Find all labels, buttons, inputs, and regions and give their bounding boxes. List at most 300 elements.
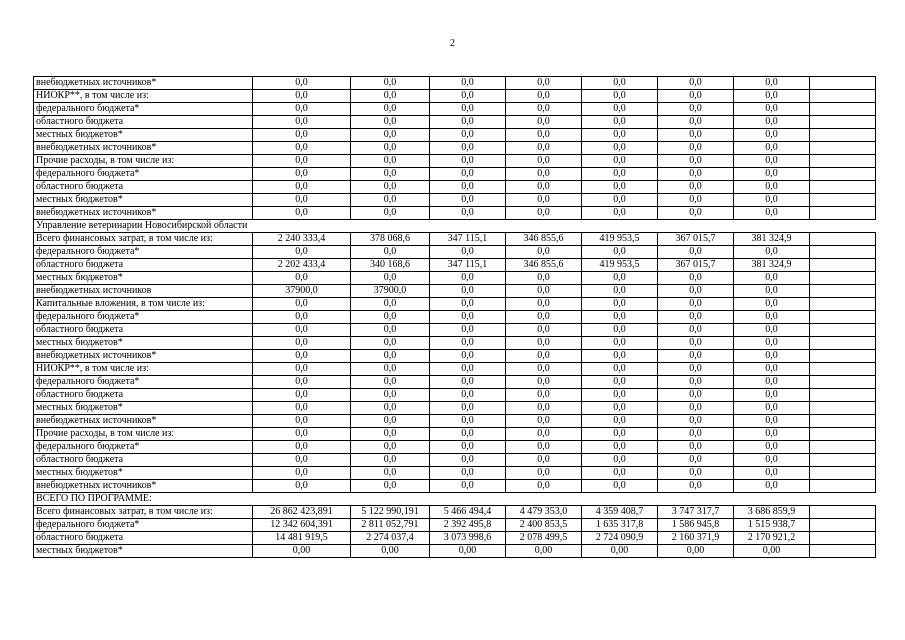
value-cell: 347 115,1	[430, 259, 506, 272]
value-cell: 0,0	[253, 298, 351, 311]
row-label: федерального бюджета*	[34, 376, 253, 389]
table-row	[34, 545, 876, 558]
table-row	[34, 454, 876, 467]
value-cell: 0,0	[658, 350, 734, 363]
value-cell: 0,0	[351, 428, 430, 441]
table-row	[34, 181, 876, 194]
value-cell: 0,0	[734, 142, 810, 155]
value-cell: 0,0	[430, 129, 506, 142]
value-cell: 0,0	[430, 441, 506, 454]
value-cell: 0,0	[253, 90, 351, 103]
value-cell: 0,0	[506, 363, 582, 376]
value-cell: 0,0	[430, 77, 506, 90]
value-cell: 0,0	[582, 415, 658, 428]
value-cell: 2 724 090,9	[582, 532, 658, 545]
row-label: областного бюджета	[34, 259, 253, 272]
value-cell: 0,0	[351, 363, 430, 376]
value-cell: 0,0	[506, 389, 582, 402]
value-cell: 2 078 499,5	[506, 532, 582, 545]
value-cell: 0,0	[430, 324, 506, 337]
table-body	[34, 77, 876, 558]
value-cell: 0,0	[253, 311, 351, 324]
value-cell: 0,0	[430, 103, 506, 116]
value-cell: 0,0	[253, 402, 351, 415]
empty-cell	[810, 194, 876, 207]
value-cell: 0,0	[430, 415, 506, 428]
value-cell: 0,0	[351, 246, 430, 259]
value-cell: 0,0	[253, 467, 351, 480]
value-cell: 0,0	[658, 441, 734, 454]
value-cell: 0,0	[734, 90, 810, 103]
value-cell: 0,0	[506, 376, 582, 389]
table-row	[34, 441, 876, 454]
empty-cell	[810, 155, 876, 168]
value-cell: 1 635 317,8	[582, 519, 658, 532]
value-cell: 0,00	[582, 545, 658, 558]
value-cell: 0,0	[734, 77, 810, 90]
table-row	[34, 246, 876, 259]
value-cell: 0,0	[430, 181, 506, 194]
value-cell: 0,00	[430, 545, 506, 558]
value-cell: 0,0	[658, 90, 734, 103]
value-cell: 0,0	[658, 467, 734, 480]
empty-cell	[810, 168, 876, 181]
empty-cell	[810, 259, 876, 272]
section-title: ВСЕГО ПО ПРОГРАММЕ:	[34, 493, 876, 506]
value-cell: 0,0	[734, 337, 810, 350]
value-cell: 0,0	[658, 363, 734, 376]
value-cell: 0,0	[658, 415, 734, 428]
row-label: внебюджетных источников*	[34, 415, 253, 428]
table-row	[34, 90, 876, 103]
row-label: областного бюджета	[34, 389, 253, 402]
value-cell: 2 274 037,4	[351, 532, 430, 545]
value-cell: 0,0	[430, 298, 506, 311]
value-cell: 0,0	[582, 116, 658, 129]
empty-cell	[810, 350, 876, 363]
table-row	[34, 194, 876, 207]
value-cell: 0,0	[582, 454, 658, 467]
empty-cell	[810, 441, 876, 454]
row-label: федерального бюджета*	[34, 441, 253, 454]
value-cell: 0,0	[658, 298, 734, 311]
value-cell: 37900,0	[253, 285, 351, 298]
value-cell: 0,0	[430, 454, 506, 467]
table-row	[34, 103, 876, 116]
value-cell: 367 015,7	[658, 259, 734, 272]
value-cell: 0,0	[506, 441, 582, 454]
value-cell: 0,0	[506, 90, 582, 103]
row-label: внебюджетных источников*	[34, 77, 253, 90]
value-cell: 0,0	[430, 207, 506, 220]
table-row	[34, 168, 876, 181]
value-cell: 0,0	[253, 207, 351, 220]
value-cell: 2 160 371,9	[658, 532, 734, 545]
empty-cell	[810, 506, 876, 519]
value-cell: 0,0	[734, 441, 810, 454]
row-label: местных бюджетов*	[34, 129, 253, 142]
table-row	[34, 77, 876, 90]
value-cell: 0,00	[734, 545, 810, 558]
value-cell: 0,0	[253, 454, 351, 467]
table-row	[34, 402, 876, 415]
row-label: федерального бюджета*	[34, 103, 253, 116]
empty-cell	[810, 545, 876, 558]
value-cell: 0,0	[658, 246, 734, 259]
empty-cell	[810, 142, 876, 155]
value-cell: 0,0	[582, 402, 658, 415]
table-row	[34, 272, 876, 285]
page-number: 2	[450, 38, 455, 49]
value-cell: 0,0	[253, 441, 351, 454]
value-cell: 0,0	[253, 155, 351, 168]
row-label: местных бюджетов*	[34, 402, 253, 415]
table-row	[34, 311, 876, 324]
table-row	[34, 532, 876, 545]
table-row	[34, 376, 876, 389]
value-cell: 1 586 945,8	[658, 519, 734, 532]
value-cell: 0,0	[582, 337, 658, 350]
value-cell: 0,0	[253, 168, 351, 181]
value-cell: 0,0	[658, 194, 734, 207]
value-cell: 0,0	[430, 168, 506, 181]
value-cell: 0,0	[658, 142, 734, 155]
table-row	[34, 415, 876, 428]
value-cell: 378 068,6	[351, 233, 430, 246]
value-cell: 0,0	[658, 285, 734, 298]
table-row	[34, 506, 876, 519]
empty-cell	[810, 428, 876, 441]
row-label: местных бюджетов*	[34, 467, 253, 480]
value-cell: 2 202 433,4	[253, 259, 351, 272]
empty-cell	[810, 532, 876, 545]
value-cell: 0,0	[351, 337, 430, 350]
value-cell: 0,0	[351, 467, 430, 480]
value-cell: 0,0	[582, 142, 658, 155]
empty-cell	[810, 363, 876, 376]
empty-cell	[810, 376, 876, 389]
value-cell: 0,0	[430, 194, 506, 207]
value-cell: 0,0	[253, 77, 351, 90]
empty-cell	[810, 77, 876, 90]
value-cell: 0,0	[430, 428, 506, 441]
value-cell: 4 359 408,7	[582, 506, 658, 519]
value-cell: 0,0	[506, 116, 582, 129]
value-cell: 0,0	[430, 285, 506, 298]
value-cell: 0,0	[506, 480, 582, 493]
value-cell: 14 481 919,5	[253, 532, 351, 545]
value-cell: 0,0	[351, 454, 430, 467]
value-cell: 1 515 938,7	[734, 519, 810, 532]
value-cell: 0,0	[658, 207, 734, 220]
value-cell: 0,0	[351, 103, 430, 116]
row-label: местных бюджетов*	[34, 545, 253, 558]
value-cell: 0,0	[253, 428, 351, 441]
value-cell: 0,0	[506, 168, 582, 181]
empty-cell	[810, 389, 876, 402]
budget-table	[33, 76, 876, 558]
empty-cell	[810, 233, 876, 246]
row-label: областного бюджета	[34, 532, 253, 545]
value-cell: 0,00	[351, 545, 430, 558]
value-cell: 0,0	[351, 441, 430, 454]
table-row	[34, 363, 876, 376]
empty-cell	[810, 467, 876, 480]
value-cell: 0,0	[734, 428, 810, 441]
value-cell: 0,0	[582, 272, 658, 285]
value-cell: 0,0	[506, 415, 582, 428]
value-cell: 0,0	[658, 480, 734, 493]
empty-cell	[810, 103, 876, 116]
value-cell: 0,0	[506, 246, 582, 259]
value-cell: 0,0	[734, 311, 810, 324]
value-cell: 0,0	[506, 207, 582, 220]
value-cell: 0,0	[582, 77, 658, 90]
value-cell: 0,0	[582, 428, 658, 441]
row-label: местных бюджетов*	[34, 337, 253, 350]
row-label: областного бюджета	[34, 324, 253, 337]
value-cell: 381 324,9	[734, 259, 810, 272]
empty-cell	[810, 272, 876, 285]
value-cell: 2 392 495,8	[430, 519, 506, 532]
value-cell: 26 862 423,891	[253, 506, 351, 519]
value-cell: 0,0	[253, 246, 351, 259]
value-cell: 0,0	[253, 272, 351, 285]
value-cell: 0,0	[506, 298, 582, 311]
value-cell: 0,0	[430, 311, 506, 324]
value-cell: 367 015,7	[658, 233, 734, 246]
empty-cell	[810, 402, 876, 415]
value-cell: 0,0	[658, 77, 734, 90]
value-cell: 0,0	[582, 363, 658, 376]
empty-cell	[810, 285, 876, 298]
value-cell: 0,0	[658, 129, 734, 142]
value-cell: 0,0	[506, 155, 582, 168]
value-cell: 0,0	[253, 337, 351, 350]
value-cell: 0,0	[506, 324, 582, 337]
value-cell: 0,0	[253, 116, 351, 129]
row-label: федерального бюджета*	[34, 246, 253, 259]
value-cell: 0,0	[506, 272, 582, 285]
table-row	[34, 285, 876, 298]
value-cell: 0,0	[351, 181, 430, 194]
value-cell: 0,0	[658, 428, 734, 441]
empty-cell	[810, 116, 876, 129]
value-cell: 0,0	[734, 168, 810, 181]
row-label: внебюджетных источников	[34, 285, 253, 298]
table-row	[34, 480, 876, 493]
value-cell: 0,0	[253, 103, 351, 116]
value-cell: 0,0	[253, 389, 351, 402]
table-row	[34, 428, 876, 441]
value-cell: 0,0	[734, 389, 810, 402]
value-cell: 0,0	[351, 415, 430, 428]
table-row	[34, 116, 876, 129]
table-row	[34, 155, 876, 168]
value-cell: 0,0	[351, 272, 430, 285]
value-cell: 0,0	[734, 363, 810, 376]
value-cell: 0,0	[430, 116, 506, 129]
value-cell: 0,0	[253, 415, 351, 428]
value-cell: 0,0	[734, 272, 810, 285]
value-cell: 0,0	[658, 324, 734, 337]
value-cell: 0,0	[506, 142, 582, 155]
empty-cell	[810, 129, 876, 142]
value-cell: 0,0	[351, 155, 430, 168]
value-cell: 0,0	[351, 350, 430, 363]
table-row	[34, 519, 876, 532]
empty-cell	[810, 519, 876, 532]
value-cell: 0,0	[658, 168, 734, 181]
value-cell: 0,0	[351, 168, 430, 181]
table-row	[34, 350, 876, 363]
value-cell: 37900,0	[351, 285, 430, 298]
value-cell: 381 324,9	[734, 233, 810, 246]
row-label: внебюджетных источников*	[34, 350, 253, 363]
value-cell: 0,0	[658, 337, 734, 350]
value-cell: 0,0	[734, 402, 810, 415]
table-row	[34, 207, 876, 220]
value-cell: 2 170 921,2	[734, 532, 810, 545]
row-label: областного бюджета	[34, 181, 253, 194]
value-cell: 0,0	[253, 350, 351, 363]
value-cell: 0,0	[253, 181, 351, 194]
row-label: НИОКР**, в том числе из:	[34, 363, 253, 376]
value-cell: 0,0	[734, 376, 810, 389]
value-cell: 0,0	[658, 402, 734, 415]
empty-cell	[810, 480, 876, 493]
value-cell: 0,0	[582, 207, 658, 220]
value-cell: 5 122 990,191	[351, 506, 430, 519]
section-title: Управление ветеринарии Новосибирской области	[34, 220, 876, 233]
row-label: областного бюджета	[34, 116, 253, 129]
table-row	[34, 298, 876, 311]
value-cell: 0,0	[253, 480, 351, 493]
row-label: местных бюджетов*	[34, 272, 253, 285]
value-cell: 0,0	[582, 285, 658, 298]
value-cell: 0,0	[734, 181, 810, 194]
section-header-row	[34, 220, 876, 233]
value-cell: 0,0	[351, 129, 430, 142]
value-cell: 0,0	[430, 155, 506, 168]
value-cell: 0,00	[253, 545, 351, 558]
table-row	[34, 142, 876, 155]
value-cell: 0,0	[582, 298, 658, 311]
value-cell: 346 855,6	[506, 259, 582, 272]
value-cell: 0,0	[734, 480, 810, 493]
empty-cell	[810, 90, 876, 103]
value-cell: 0,00	[658, 545, 734, 558]
value-cell: 0,0	[351, 90, 430, 103]
value-cell: 0,0	[506, 402, 582, 415]
value-cell: 0,0	[351, 194, 430, 207]
value-cell: 2 400 853,5	[506, 519, 582, 532]
value-cell: 0,0	[351, 311, 430, 324]
value-cell: 0,0	[351, 389, 430, 402]
value-cell: 0,0	[734, 129, 810, 142]
value-cell: 2 240 333,4	[253, 233, 351, 246]
value-cell: 0,0	[351, 142, 430, 155]
value-cell: 0,0	[430, 350, 506, 363]
value-cell: 0,0	[430, 480, 506, 493]
value-cell: 0,0	[582, 103, 658, 116]
value-cell: 0,0	[734, 467, 810, 480]
value-cell: 0,0	[582, 441, 658, 454]
empty-cell	[810, 337, 876, 350]
value-cell: 12 342 604,391	[253, 519, 351, 532]
value-cell: 0,0	[658, 103, 734, 116]
table-row	[34, 467, 876, 480]
row-label: местных бюджетов*	[34, 194, 253, 207]
value-cell: 0,0	[582, 376, 658, 389]
value-cell: 0,0	[506, 428, 582, 441]
row-label: Всего финансовых затрат, в том числе из:	[34, 233, 253, 246]
value-cell: 0,0	[506, 337, 582, 350]
value-cell: 0,0	[734, 116, 810, 129]
value-cell: 0,0	[351, 376, 430, 389]
value-cell: 0,0	[430, 389, 506, 402]
value-cell: 0,0	[506, 194, 582, 207]
table-row	[34, 233, 876, 246]
value-cell: 0,0	[582, 194, 658, 207]
value-cell: 3 073 998,6	[430, 532, 506, 545]
value-cell: 2 811 052,791	[351, 519, 430, 532]
value-cell: 0,0	[734, 298, 810, 311]
value-cell: 0,0	[351, 77, 430, 90]
row-label: Прочие расходы, в том числе из:	[34, 428, 253, 441]
value-cell: 0,0	[430, 337, 506, 350]
value-cell: 0,0	[430, 402, 506, 415]
value-cell: 0,0	[658, 272, 734, 285]
value-cell: 0,0	[253, 376, 351, 389]
value-cell: 0,0	[351, 207, 430, 220]
value-cell: 0,0	[734, 207, 810, 220]
empty-cell	[810, 415, 876, 428]
row-label: внебюджетных источников*	[34, 142, 253, 155]
table-row	[34, 324, 876, 337]
value-cell: 0,0	[351, 298, 430, 311]
value-cell: 0,0	[582, 90, 658, 103]
section-header-row	[34, 493, 876, 506]
value-cell: 0,0	[658, 181, 734, 194]
value-cell: 0,0	[734, 454, 810, 467]
value-cell: 419 953,5	[582, 233, 658, 246]
value-cell: 5 466 494,4	[430, 506, 506, 519]
value-cell: 0,0	[582, 181, 658, 194]
value-cell: 0,0	[351, 480, 430, 493]
value-cell: 0,0	[658, 376, 734, 389]
empty-cell	[810, 181, 876, 194]
table-row	[34, 389, 876, 402]
value-cell: 0,0	[658, 116, 734, 129]
value-cell: 0,0	[253, 142, 351, 155]
value-cell: 0,0	[253, 363, 351, 376]
value-cell: 0,0	[582, 350, 658, 363]
value-cell: 0,0	[506, 467, 582, 480]
value-cell: 0,0	[734, 415, 810, 428]
value-cell: 0,0	[253, 194, 351, 207]
value-cell: 0,0	[734, 285, 810, 298]
value-cell: 0,0	[582, 311, 658, 324]
value-cell: 346 855,6	[506, 233, 582, 246]
value-cell: 0,0	[582, 324, 658, 337]
table-row	[34, 337, 876, 350]
value-cell: 0,0	[506, 181, 582, 194]
value-cell: 0,0	[582, 389, 658, 402]
row-label: федерального бюджета*	[34, 311, 253, 324]
value-cell: 0,0	[582, 246, 658, 259]
value-cell: 0,0	[430, 376, 506, 389]
